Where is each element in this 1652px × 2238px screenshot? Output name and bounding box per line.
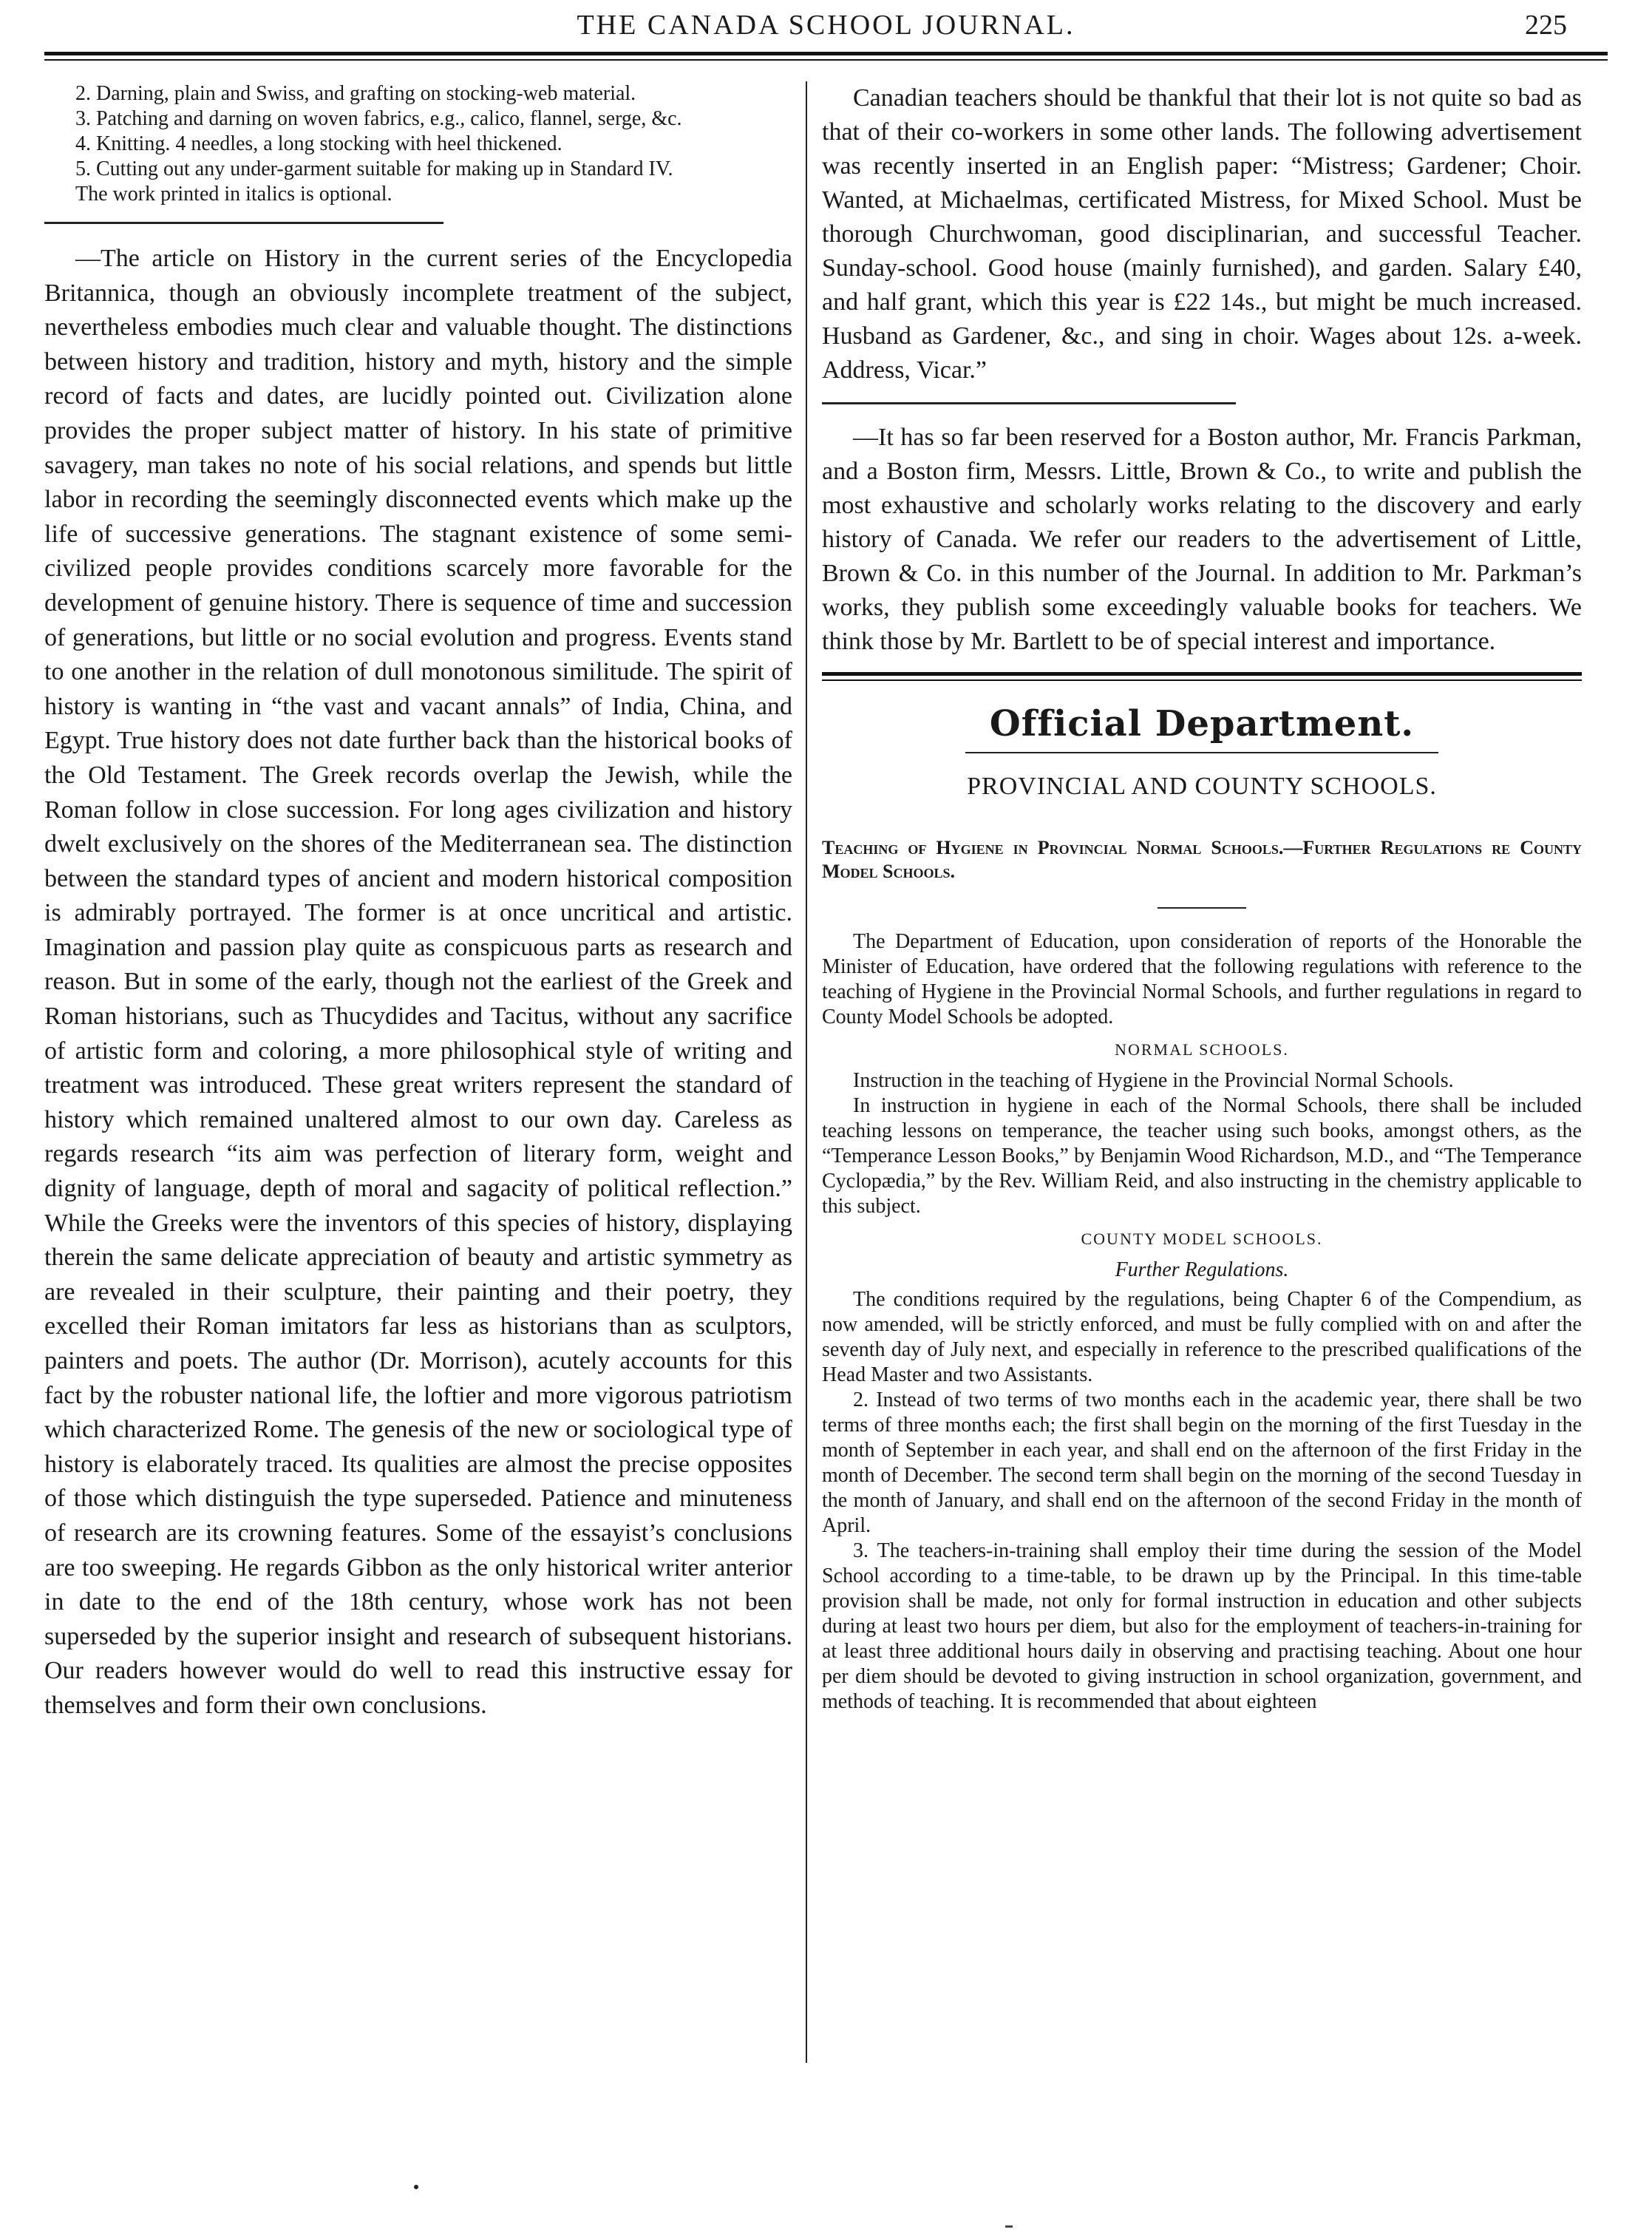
journal-title: THE CANADA SCHOOL JOURNAL. [577, 10, 1075, 41]
page-number: 225 [1525, 10, 1567, 41]
history-article: —The article on History in the current series of the Encyclopedia Britannica, though an obviously incomplete treatment of the subject, nevertheless embodies much clear and valuable thought. The distinctions between history and tradition, history and myth, history and the simple record of facts and dates, are lucidly pointed out. Civilization alone provides the proper subject matter of history. In his state of primitive savagery, man takes no note of his social relations, and spends but little labor in recording the seemingly disconnected events which make up the life of successive generations. The stagnant existence of some semi-civilized people provides conditions scarcely more favorable for the development of genuine history. There is sequence of time and succession of generations, but little or no social evolution and progress. Events stand to one another in the relation of dull monotonous similitude. The spirit of history is wanting in “the vast and vacant annals” of India, China, and Egypt. True history does not date further back than the historical books of the Old Testament. The Greek records overlap the Jewish, while the Roman follow in close succession. For long ages civilization and history dwelt exclusively on the shores of the Mediterranean sea. The distinction between the standard types of ancient and modern historical composition is admirably portrayed. The former is at once uncritical and artistic. Imagination and passion play quite as conspicuous parts as research and reason. But in some of the early, though not the earliest of the Greek and Roman historians, such as Thucydides and Tacitus, without any sacrifice of artistic form and coloring, a more philosophical style of writing and treatment was introduced. These great writers represent the standard of history which remained unaltered almost to our own day. Careless as regards research “its aim was perfection of literary form, weight and dignity of language, depth of moral and sagacity of political reflection.” While the Greeks were the inventors of this species of history, displaying therein the same delicate appreciation of beauty and artistic symmetry as are revealed in their sculpture, their painting and their poetry, they excelled their Roman imitators far less as historians than as sculptors, painters and poets. The author (Dr. Morrison), acutely accounts for this fact by the robuster national life, the loftier and more vigorous patriotism which characterized Rome. The genesis of the new or sociological type of history is elaborately traced. Its qualities are almost the precise opposites of those which distinguish the type superseded. Patience and minuteness of research are its crowning features. Some of the essayist’s conclusions are too sweeping. He regards Gibbon as the only historical writer anterior in date to the end of the 18th century, whose work has not been superseded by the superior insight and research of subsequent historians. Our readers however would do well to read this instructive essay for themselves and form their own conclusions. [44, 245, 792, 1719]
subhead-rule [1158, 907, 1246, 909]
running-header [44, 6, 1608, 50]
left-column [44, 81, 792, 1723]
intro-paragraph: The Department of Education, upon consideration of reports of the Honorable the Minister of Education, have ordered that the following regulations with reference to the teaching of Hygiene in the Provincial Normal Schools, and further regulations in regard to County Model Schools be adopted. [822, 930, 1582, 1028]
list-note: The work printed in italics is optional. [75, 183, 392, 206]
print-speck [414, 2185, 418, 2189]
parkman-paragraph: —It has so far been reserved for a Boston author, Mr. Francis Parkman, and a Boston firm, Messrs. Little, Brown & Co., to write and publish the most exhaustive and scholarly works relating to the discovery and early history of Canada. We refer our readers to the advertisement of Little, Brown & Co. in this number of the Journal. In addition to Mr. Parkman’s works, they publish some exceedingly valuable books for teachers. We think those by Mr. Bartlett to be of special interest and importance. [822, 424, 1582, 655]
county-schools-heading: COUNTY MODEL SCHOOLS. [1081, 1230, 1323, 1248]
needlework-list [44, 81, 792, 207]
right-column [822, 81, 1582, 1715]
section-title: PROVINCIAL AND COUNTY SCHOOLS. [967, 773, 1437, 800]
regulations-subhead: Teaching of Hygiene in Provincial Normal Schools.—Further Regulations re County Model Schools. [822, 837, 1582, 882]
further-regulations-heading: Further Regulations. [1115, 1258, 1289, 1281]
header-rule-thin [44, 59, 1608, 61]
list-item: 3. Patching and darning on woven fabrics, e.g., calico, flannel, serge, &c. [75, 107, 682, 130]
department-title-rule [965, 752, 1438, 753]
advertisement-paragraph: Canadian teachers should be thankful that their lot is not quite so bad as that of their co-workers in some other lands. The following advertisement was recently inserted in an English paper: “Mistress; Gardener; Choir. Wanted, at Michaelmas, certificated Mistress, for Mixed School. Must be thorough Churchwoman, good disciplinarian, and successful Teacher. Sunday-school. Good house (mainly furnished), and garden. Salary £40, and half grant, which this year is £22 14s., but might be much increased. Husband as Gardener, &c., and sing in choir. Wages about 12s. a-week. Address, Vicar.” [822, 84, 1582, 384]
county-paragraph: 3. The teachers-in-training shall employ their time during the session of the Model School according to a time-table, to be drawn up by the Principal. In this time-table provision shall be made, not only for formal instruction in education and other subjects during at least two hours per diem, but also for the employment of teachers-in-training for at least three additional hours daily in observing and practising teaching. About one hour per diem should be devoted to giving instruction in school organization, government, and methods of teaching. It is recommended that about eighteen [822, 1539, 1582, 1713]
department-rule-thin [822, 679, 1582, 681]
column-divider [806, 81, 807, 2063]
normal-paragraph: In instruction in hygiene in each of the Normal Schools, there shall be included teaching lessons on temperance, the teacher using such books, amongst others, as the “Temperance Lesson Books,” by Benjamin Wood Richardson, M.D., and “The Temperance Cyclopædia,” by the Rev. William Reid, and also instructing in the chemistry applicable to this subject. [822, 1094, 1582, 1218]
department-title: Official Department. [989, 703, 1415, 745]
list-item: 5. Cutting out any under-garment suitable for making up in Standard IV. [75, 157, 673, 180]
print-speck [1005, 2225, 1013, 2228]
normal-schools-heading: NORMAL SCHOOLS. [1115, 1040, 1289, 1059]
normal-paragraph: Instruction in the teaching of Hygiene in the Provincial Normal Schools. [853, 1069, 1454, 1092]
section-separator [44, 222, 443, 224]
county-paragraph: The conditions required by the regulations, being Chapter 6 of the Compendium, as now amended, will be strictly enforced, and must be fully complied with on and after the seventh day of July next, and especially in reference to the prescribed qualifications of the Head Master and two Assistants. [822, 1288, 1582, 1386]
list-item: 2. Darning, plain and Swiss, and grafting on stocking-web material. [75, 82, 636, 105]
section-separator [822, 402, 1236, 404]
list-item: 4. Knitting. 4 needles, a long stocking with heel thickened. [75, 132, 562, 155]
regulations-body [822, 929, 1582, 1715]
county-paragraph: 2. Instead of two terms of two months each in the academic year, there shall be two terms of three months each; the first shall begin on the morning of the first Tuesday in the month of September in each year, and shall end on the afternoon of the first Friday in the month of December. The second term shall begin on the morning of the second Tuesday in the month of January, and shall end on the afternoon of the second Friday in the month of April. [822, 1388, 1582, 1537]
department-rule-thick [822, 672, 1582, 676]
header-rule-thick [44, 52, 1608, 55]
